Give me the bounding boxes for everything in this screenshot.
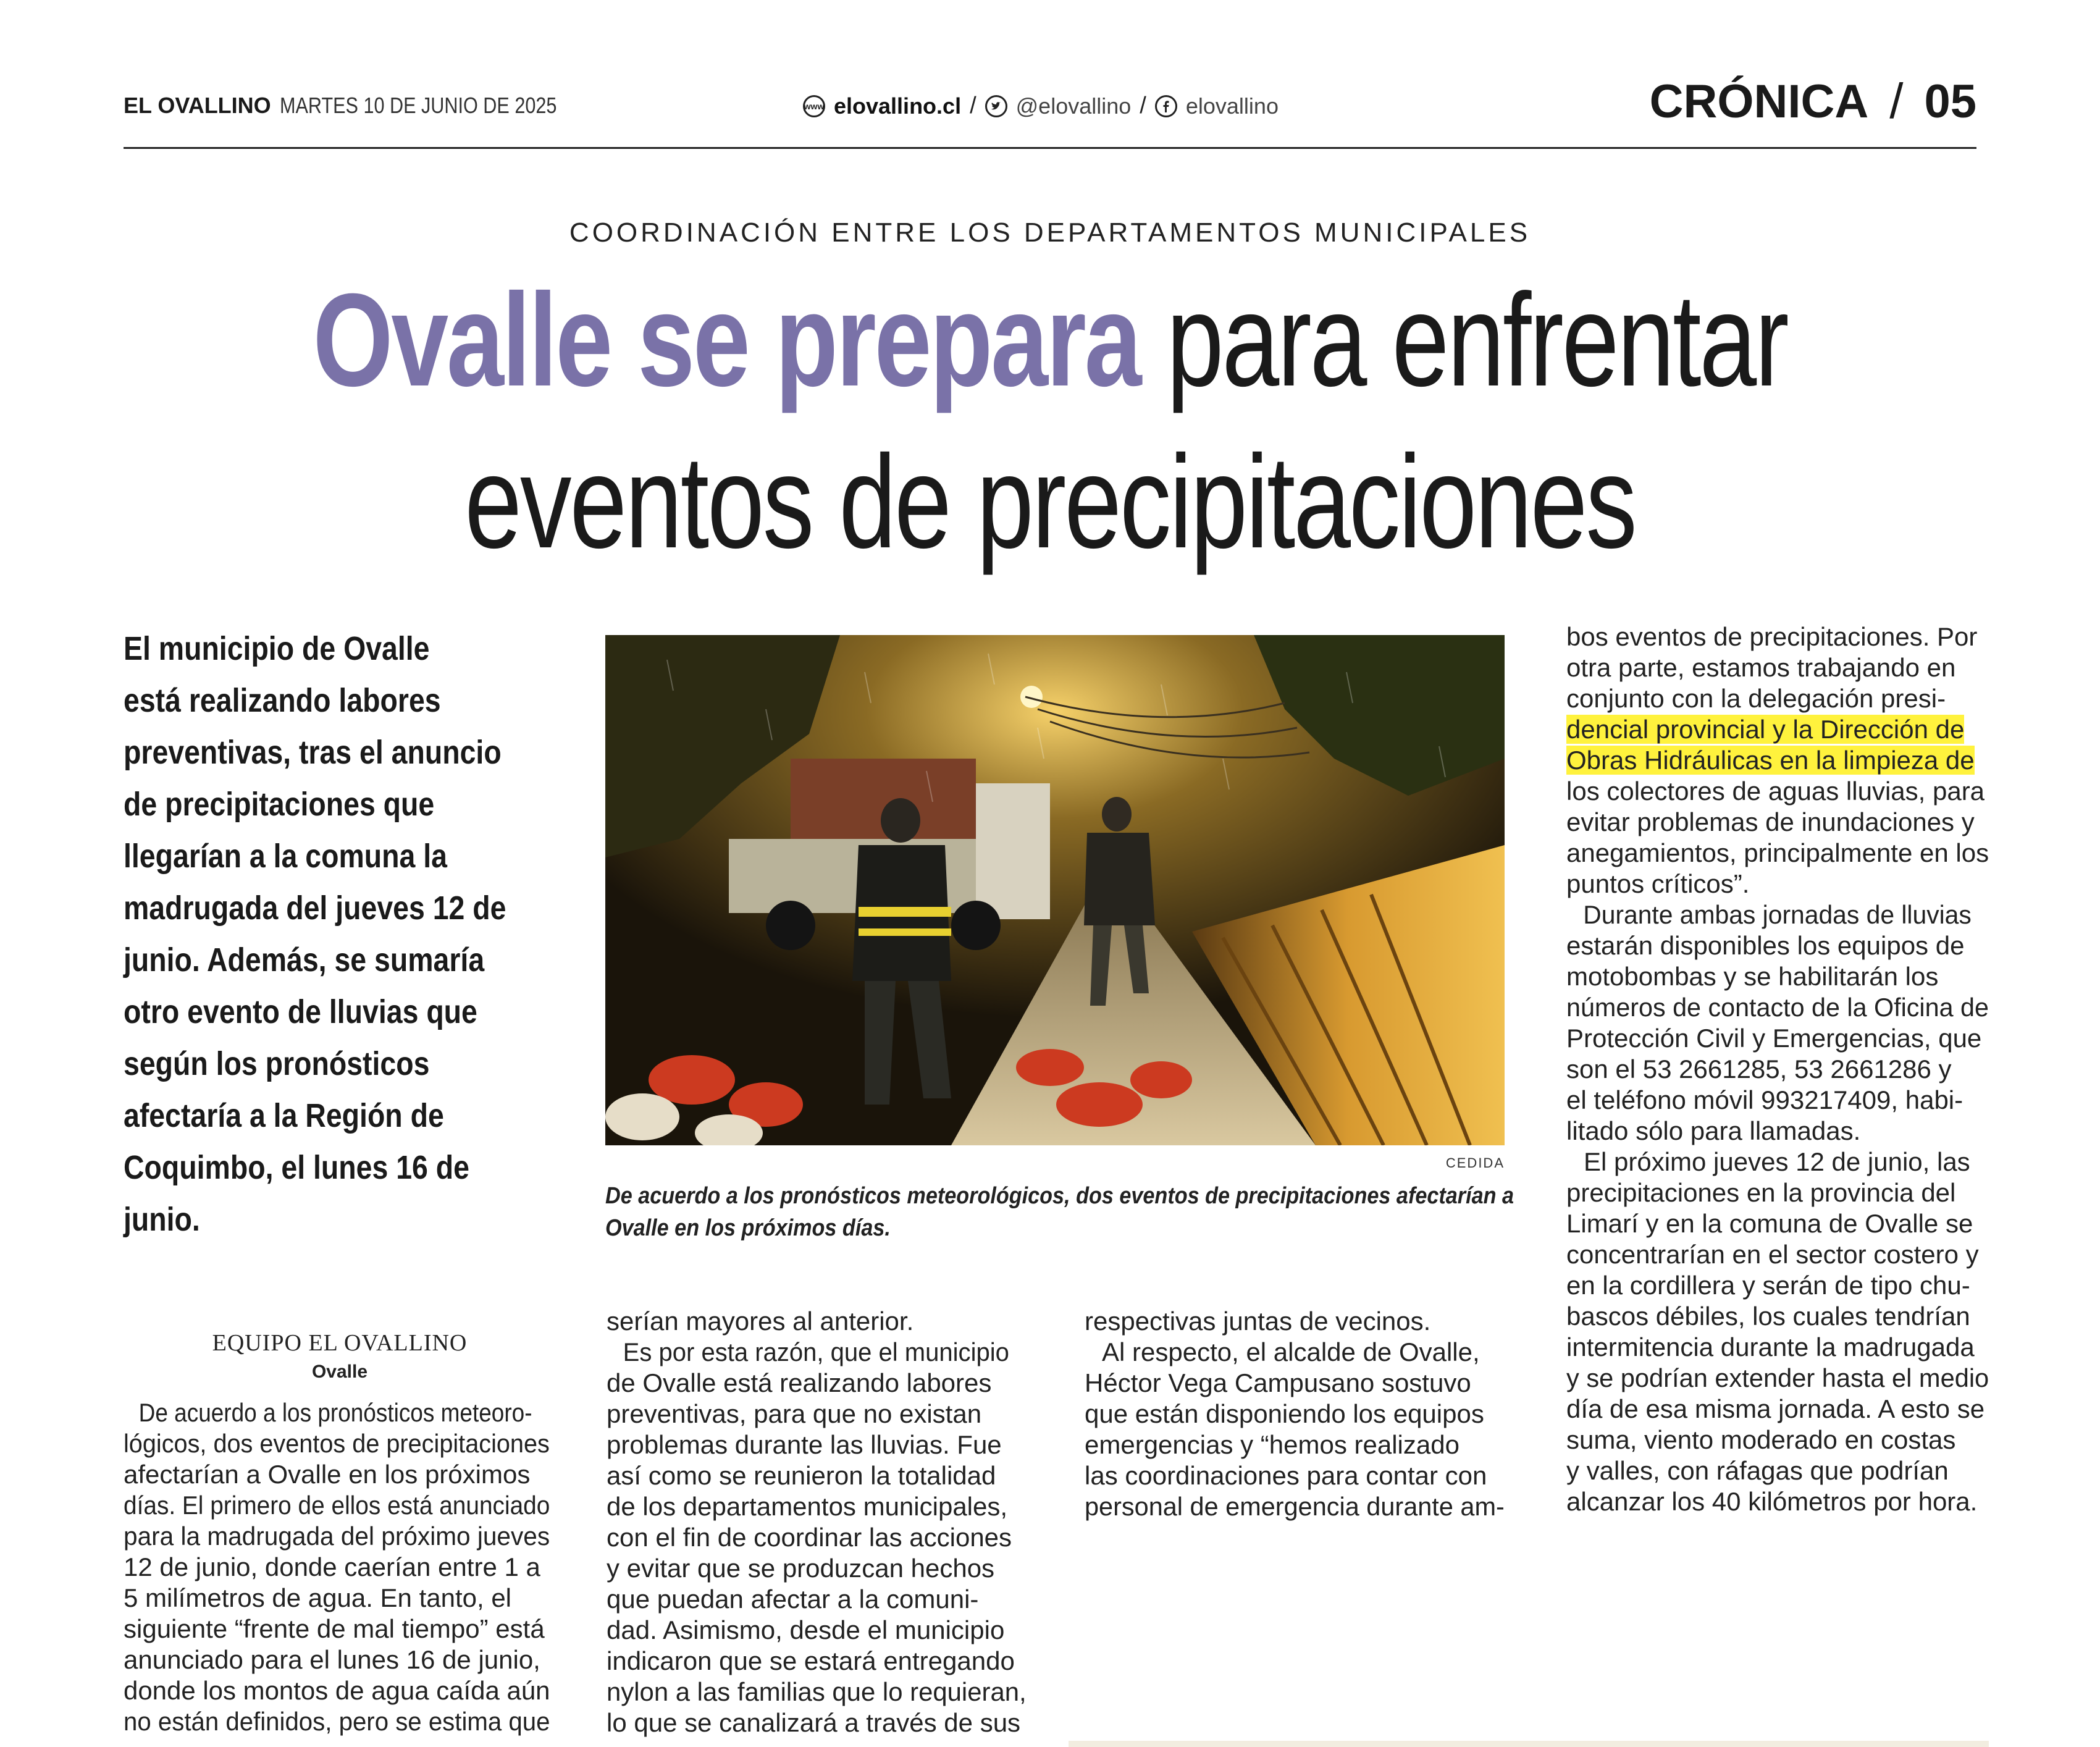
body-line: que están disponiendo los equipos xyxy=(1085,1399,1484,1428)
body-line: alcanzar los 40 kilómetros por hora. xyxy=(1566,1487,1978,1516)
body-line: con el fin de coordinar las acciones xyxy=(607,1523,1012,1552)
facebook-handle[interactable]: elovallino xyxy=(1185,93,1279,119)
body-line: respectivas juntas de vecinos. xyxy=(1085,1307,1431,1336)
caption-line: Ovalle en los próximos días. xyxy=(605,1215,891,1241)
body-line: otra parte, estamos trabajando en xyxy=(1566,653,1956,682)
body-column-1 xyxy=(124,1397,550,1737)
body-line: litado sólo para llamadas. xyxy=(1566,1116,1861,1145)
body-line: preventivas, para que no existan xyxy=(607,1399,982,1428)
body-line: concentrarían en el sector costero y xyxy=(1566,1240,1979,1269)
body-line: puntos críticos”. xyxy=(1566,869,1750,898)
section-name: CRÓNICA xyxy=(1649,75,1869,128)
body-line: días. El primero de ellos está anunciado xyxy=(124,1491,550,1520)
body-line: Limarí y en la comuna de Ovalle se xyxy=(1566,1209,1973,1238)
lead-line: junio. xyxy=(124,1201,200,1238)
lead-line: madrugada del jueves 12 de xyxy=(124,890,506,927)
body-line: para la madrugada del próximo jueves xyxy=(124,1522,550,1551)
body-line: día de esa misma jornada. A esto se xyxy=(1566,1394,1985,1423)
body-line: los colectores de aguas lluvias, para xyxy=(1566,777,1985,806)
body-line: bascos débiles, los cuales tendrían xyxy=(1566,1302,1970,1331)
body-line: así como se reunieron la totalidad xyxy=(607,1461,996,1490)
body-line: son el 53 2661285, 53 2661286 y xyxy=(1566,1055,1952,1084)
body-line: dad. Asimismo, desde el municipio xyxy=(607,1615,1005,1644)
section-header xyxy=(1650,73,1976,130)
lead-line: según los pronósticos xyxy=(124,1045,430,1082)
body-line: donde los montos de agua caída aún xyxy=(124,1676,550,1705)
facebook-icon xyxy=(1155,95,1177,117)
body-line: estarán disponibles los equipos de xyxy=(1566,931,1965,960)
body-line: no están definidos, pero se estima que xyxy=(124,1707,550,1736)
body-line: nylon a las familias que lo requieran, xyxy=(607,1677,1027,1706)
issue-date: MARTES 10 DE JUNIO DE 2025 xyxy=(279,93,557,118)
lead-line: otro evento de lluvias que xyxy=(124,993,477,1030)
body-column-3 xyxy=(1085,1306,1505,1522)
body-line: bos eventos de precipitaciones. Por xyxy=(1566,622,1978,651)
photo-caption xyxy=(605,1180,1514,1244)
body-line: precipitaciones en la provincia del xyxy=(1566,1178,1956,1207)
article-lead xyxy=(124,623,568,1245)
article-kicker: COORDINACIÓN ENTRE LOS DEPARTAMENTOS MUNICIPALES xyxy=(569,217,1531,248)
body-line: lo que se canalizará a través de sus xyxy=(607,1708,1021,1737)
body-line: siguiente “frente de mal tiempo” está xyxy=(124,1614,545,1643)
lead-line: Coquimbo, el lunes 16 de xyxy=(124,1149,469,1186)
body-line: motobombas y se habilitarán los xyxy=(1566,962,1939,991)
masthead xyxy=(124,93,605,119)
highlighted-line xyxy=(1566,745,1989,776)
body-line: Protección Civil y Emergencias, que xyxy=(1566,1024,1982,1053)
body-line: 5 milímetros de agua. En tanto, el xyxy=(124,1583,512,1612)
body-line: afectarían a Ovalle en los próximos xyxy=(124,1460,531,1489)
byline-team: EQUIPO EL OVALLINO xyxy=(212,1330,468,1356)
lead-line: afectaría a la Región de xyxy=(124,1097,444,1134)
body-line: Durante ambas jornadas de lluvias xyxy=(1583,900,1972,929)
body-line: emergencias y “hemos realizado xyxy=(1085,1430,1460,1459)
body-line: personal de emergencia durante am- xyxy=(1085,1492,1505,1521)
separator: / xyxy=(970,93,976,119)
byline xyxy=(124,1329,556,1383)
lead-line: junio. Además, se sumaría xyxy=(124,941,485,979)
lead-line: llegarían a la comuna la xyxy=(124,838,447,875)
twitter-icon xyxy=(985,95,1007,117)
text-highlight: Obras Hidráulicas en la limpieza de xyxy=(1566,746,1975,775)
body-line: intermitencia durante la madrugada xyxy=(1566,1332,1975,1362)
lead-line: preventivas, tras el anuncio xyxy=(124,734,502,771)
headline-line2: eventos de precipitaciones xyxy=(464,428,1636,576)
body-line: Héctor Vega Campusano sostuvo xyxy=(1085,1368,1471,1397)
body-line: números de contacto de la Oficina de xyxy=(1566,993,1989,1022)
body-line: Al respecto, el alcalde de Ovalle, xyxy=(1102,1337,1480,1366)
body-line: indicaron que se estará entregando xyxy=(607,1646,1015,1675)
lead-line: está realizando labores xyxy=(124,682,441,719)
body-line: anunciado para el lunes 16 de junio, xyxy=(124,1645,540,1674)
social-links xyxy=(803,93,1279,119)
photo-credit: CEDIDA xyxy=(1445,1155,1505,1171)
body-line: El próximo jueves 12 de junio, las xyxy=(1584,1147,1970,1176)
body-column-2 xyxy=(607,1306,1027,1738)
separator: / xyxy=(1889,74,1904,128)
body-line: 12 de junio, donde caerían entre 1 a xyxy=(124,1552,540,1581)
body-line: Es por esta razón, que el municipio xyxy=(623,1337,1009,1366)
body-line: de los departamentos municipales, xyxy=(607,1492,1008,1521)
body-line: problemas durante las lluvias. Fue xyxy=(607,1430,1002,1459)
body-line: y se podrían extender hasta el medio xyxy=(1566,1363,1989,1392)
article-photo xyxy=(605,635,1505,1145)
highlighted-line xyxy=(1566,714,1989,745)
body-line: y evitar que se produzcan hechos xyxy=(607,1554,995,1583)
separator: / xyxy=(1140,93,1146,119)
body-line: que puedan afectar a la comuni- xyxy=(607,1585,979,1614)
twitter-handle[interactable]: @elovallino xyxy=(1015,93,1132,119)
body-line: las coordinaciones para contar con xyxy=(1085,1461,1487,1490)
headline-highlight: Ovalle se prepara xyxy=(313,266,1140,414)
paper-name: EL OVALLINO xyxy=(124,93,271,118)
page-number: 05 xyxy=(1924,75,1976,128)
body-line: de Ovalle está realizando labores xyxy=(607,1368,992,1397)
headline-rest: para enfrentar xyxy=(1166,266,1787,414)
body-line: serían mayores al anterior. xyxy=(607,1307,914,1336)
body-line: el teléfono móvil 993217409, habi- xyxy=(1566,1085,1964,1114)
byline-location: Ovalle xyxy=(311,1362,368,1382)
body-line: De acuerdo a los pronósticos meteoro- xyxy=(138,1398,532,1427)
body-line: suma, viento moderado en costas xyxy=(1566,1425,1956,1454)
website-link[interactable]: elovallino.cl xyxy=(834,93,962,119)
body-line: en la cordillera y serán de tipo chu- xyxy=(1566,1271,1970,1300)
body-line: conjunto con la delegación presi- xyxy=(1566,684,1946,713)
lead-line: de precipitaciones que xyxy=(124,786,435,823)
body-line: evitar problemas de inundaciones y xyxy=(1566,807,1975,836)
text-highlight: dencial provincial y la Dirección de xyxy=(1566,715,1965,744)
body-line: y valles, con ráfagas que podrían xyxy=(1566,1456,1949,1485)
article-headline xyxy=(0,259,2100,583)
www-icon: www xyxy=(803,95,825,117)
body-column-4 xyxy=(1566,621,1989,1517)
lead-line: El municipio de Ovalle xyxy=(124,630,430,667)
caption-line: De acuerdo a los pronósticos meteorológicos, dos eventos de precipitaciones afectarían a xyxy=(605,1183,1514,1209)
body-line: lógicos, dos eventos de precipitaciones xyxy=(124,1429,550,1458)
bottom-strip xyxy=(1069,1741,1989,1747)
body-line: anegamientos, principalmente en los xyxy=(1566,838,1989,867)
header-divider xyxy=(124,147,1976,149)
